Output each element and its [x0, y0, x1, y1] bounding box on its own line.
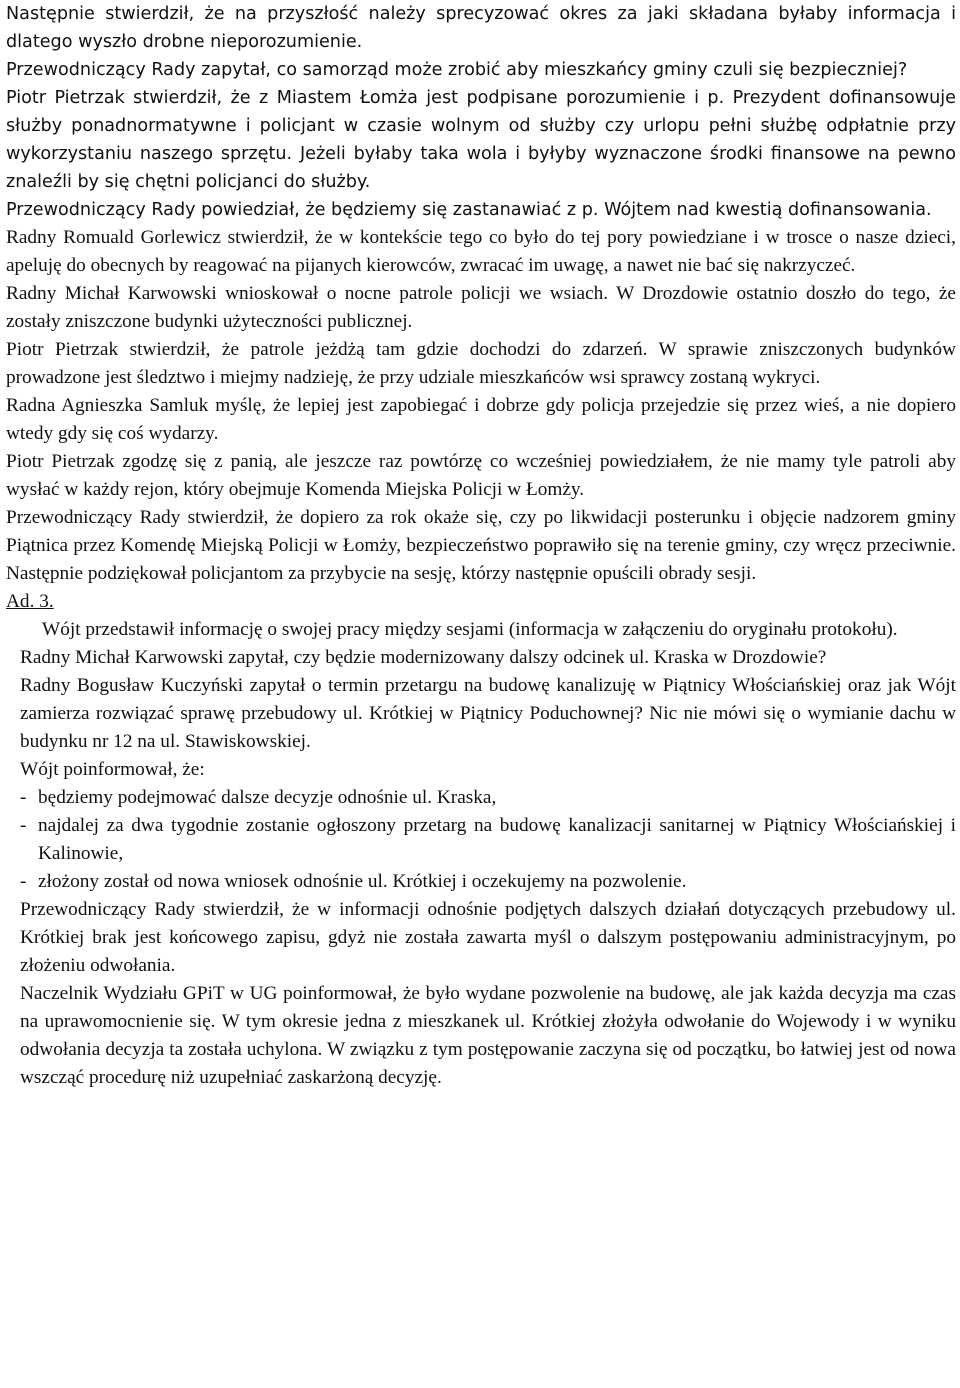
list-item-text: będziemy podejmować dalsze decyzje odnośnie ul. Kraska, [38, 787, 497, 808]
paragraph-chairman-question: Przewodniczący Rady zapytał, co samorząd może zrobić aby mieszkańcy gminy czuli się bezpieczniej? [6, 60, 908, 80]
paragraph-clarification: Następnie stwierdził, że na przyszłość należy sprecyzować okres za jaki składana byłaby informacja i dlatego wyszło drobne nieporozumienie. [6, 4, 956, 52]
paragraph-pietrzak-reply: Piotr Pietrzak zgodzę się z panią, ale jeszcze raz powtórzę co wcześniej powiedziałem, że nie mamy tyle patroli aby wysłać w każdy rejon, który obejmuje Komenda Miejska Policji w Łomży. [6, 451, 956, 500]
list-item [20, 784, 956, 812]
paragraph-chairman-summary: Przewodniczący Rady stwierdził, że dopiero za rok okaże się, czy po likwidacji posterunku i objęcie nadzorem gminy Piątnica przez Komendę Miejską Policji w Łomży, bezpieczeństwo poprawiło się na terenie gminy, czy wręcz przeciwnie. Następnie podziękował policjantom za przybycie na sesję, którzy następnie opuścili obrady sesji. [6, 507, 956, 584]
paragraph-karwowski-question: Radny Michał Karwowski zapytał, czy będzie modernizowany dalszy odcinek ul. Kraska w Drozdowie? [20, 647, 827, 668]
wojt-answers-list [6, 784, 956, 896]
list-dash: - [20, 787, 27, 808]
section-heading: Ad. 3. [6, 591, 54, 612]
paragraph-chairman-funding: Przewodniczący Rady powiedział, że będziemy się zastanawiać z p. Wójtem nad kwestią dofinansowania. [6, 200, 932, 220]
list-item-text: najdalej za dwa tygodnie zostanie ogłoszony przetarg na budowę kanalizacji sanitarnej w Piątnicy Włościańskiej i Kalinowie, [38, 815, 956, 864]
paragraph-karwowski-patrols: Radny Michał Karwowski wnioskował o nocne patrole policji we wsiach. W Drozdowie ostatnio doszło do tego, że zostały zniszczone budynki użyteczności publicznej. [6, 283, 956, 332]
paragraph-chairman-krotka: Przewodniczący Rady stwierdził, że w informacji odnośnie podjętych dalszych działań dotyczących przebudowy ul. Krótkiej brak jest końcowego zapisu, gdyż nie została zawarta myśl o dalszym postępowaniu administracyjnym, po złożeniu odwołania. [20, 899, 956, 976]
paragraph-gorlewicz: Radny Romuald Gorlewicz stwierdził, że w kontekście tego co było do tej pory powiedziane i w trosce o nasze dzieci, apeluję do obecnych by reagować na pijanych kierowców, zwracać im uwagę, a nawet nie bać się nakrzyczeć. [6, 227, 956, 276]
paragraph-samluk: Radna Agnieszka Samluk myślę, że lepiej jest zapobiegać i dobrze gdy policja przejedzie się przez wieś, a nie dopiero wtedy gdy się coś wydarzy. [6, 395, 956, 444]
list-dash: - [20, 815, 27, 836]
paragraph-kuczynski-question: Radny Bogusław Kuczyński zapytał o termin przetargu na budowę kanalizuję w Piątnicy Włościańskiej oraz jak Wójt zamierza rozwiązać sprawę przebudowy ul. Krótkiej w Piątnicy Poduchownej? Nic nie mówi się o wymianie dachu w budynku nr 12 na ul. Stawiskowskiej. [20, 675, 956, 752]
list-item [20, 868, 956, 896]
list-item [20, 812, 956, 868]
list-item-text: złożony został od nowa wniosek odnośnie ul. Krótkiej i oczekujemy na pozwolenie. [38, 871, 687, 892]
paragraph-pietrzak-agreement: Piotr Pietrzak stwierdził, że z Miastem Łomża jest podpisane porozumienie i p. Prezydent dofinansowuje służby ponadnormatywne i policjant w czasie wolnym od służby czy urlopu pełni służbę odpłatnie przy wykorzystaniu naszego sprzętu. Jeżeli byłaby taka wola i byłyby wyznaczone środki finansowe na pewno znaleźli by się chętni policjanci do służby. [6, 88, 956, 192]
list-dash: - [20, 871, 27, 892]
paragraph-pietrzak-patrols: Piotr Pietrzak stwierdził, że patrole jeżdżą tam gdzie dochodzi do zdarzeń. W sprawie zniszczonych budynków prowadzone jest śledztwo i miejmy nadzieję, że przy udziale mieszkańców wsi sprawcy zostaną wykryci. [6, 339, 956, 388]
paragraph-wojt-informed: Wójt poinformował, że: [20, 759, 205, 780]
paragraph-naczelnik: Naczelnik Wydziału GPiT w UG poinformował, że było wydane pozwolenie na budowę, ale jak każda decyzja ma czas na uprawomocnienie się. W tym okresie jedna z mieszkanek ul. Krótkiej złożyła odwołanie do Wojewody i w wyniku odwołania decyzja ta została uchylona. W związku z tym postępowanie zaczyna się od początku, bo łatwiej jest od nowa wszcząć procedurę niż uzupełniać zaskarżoną decyzję. [20, 983, 956, 1088]
paragraph-section-intro: Wójt przedstawił informację o swojej pracy między sesjami (informacja w załączeniu do oryginału protokołu). [42, 619, 898, 640]
